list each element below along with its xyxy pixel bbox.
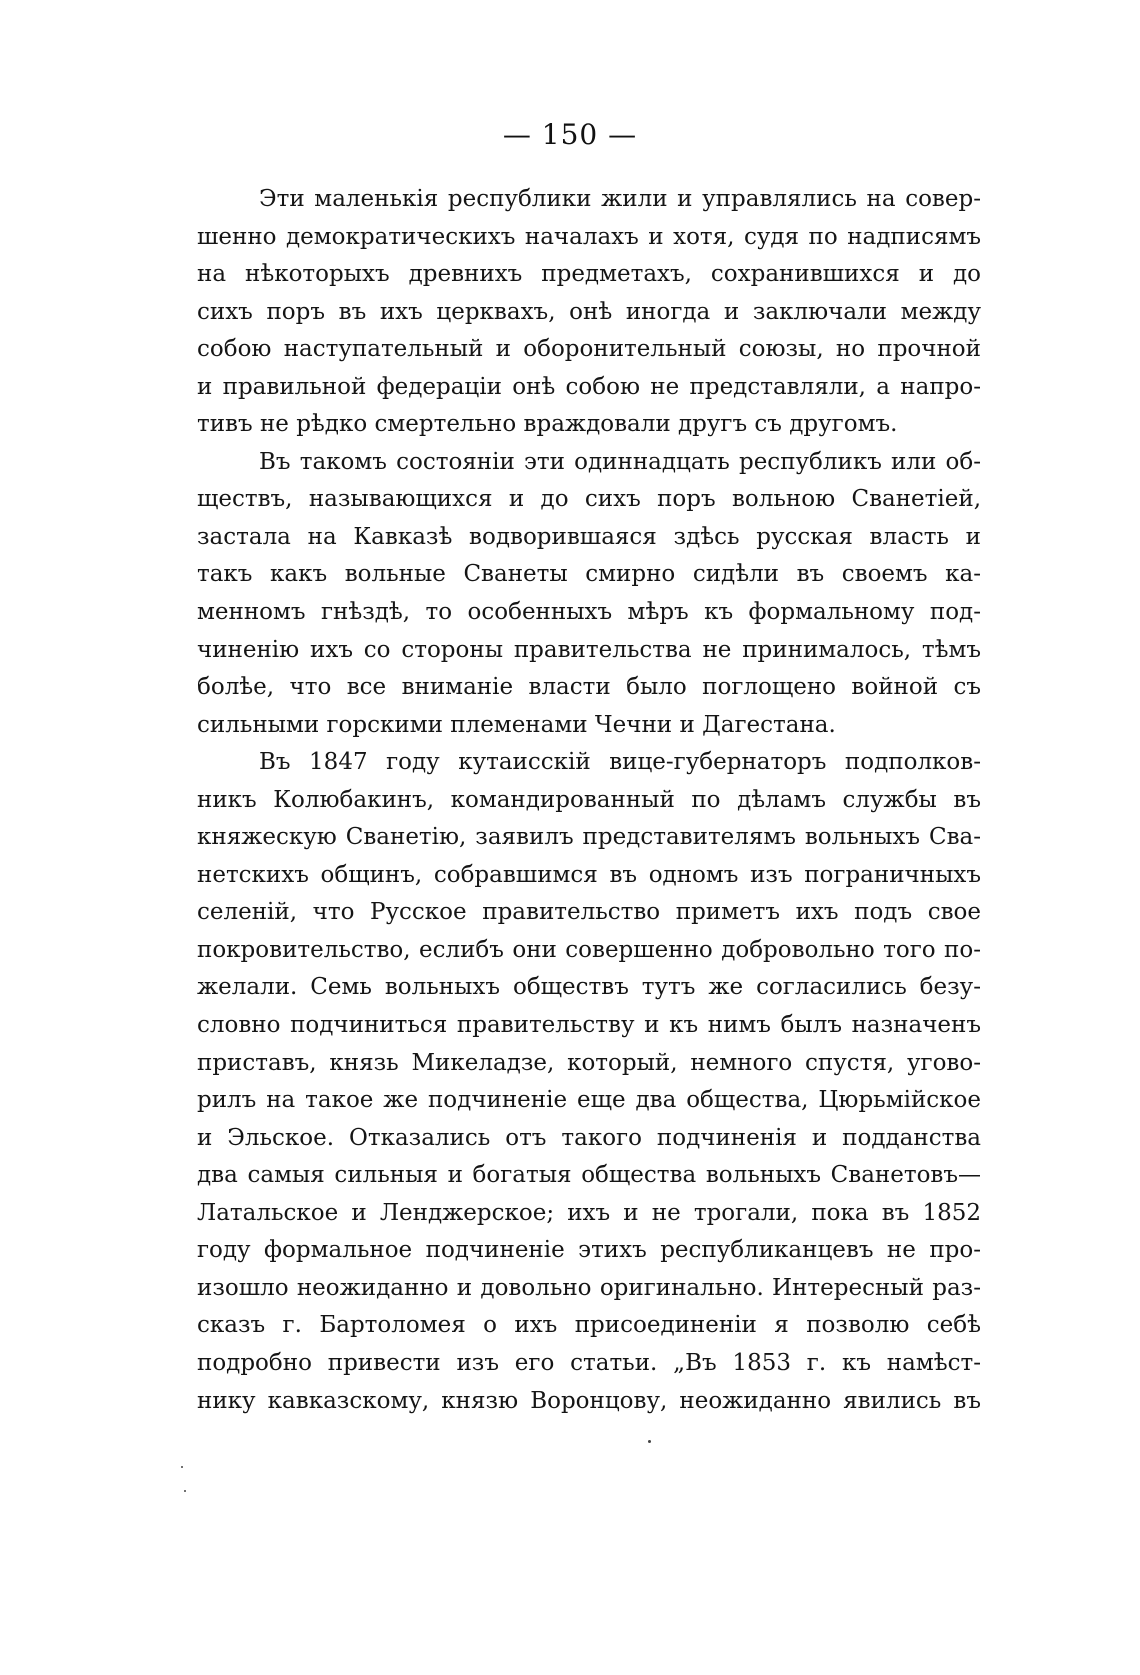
text-line: сказъ г. Бартоломея о ихъ присоединеніи я позволю себѣ [197, 1312, 981, 1339]
text-line: приставъ, князь Микеладзе, который, немного спустя, угово- [197, 1049, 981, 1076]
text-line: желали. Семь вольныхъ обществъ тутъ же согласились безу- [197, 974, 981, 1001]
text-line: словно подчиниться правительству и къ нимъ былъ назначенъ [197, 1012, 981, 1039]
text-line: нику кавказскому, князю Воронцову, неожиданно явились въ [197, 1387, 981, 1414]
scan-speck [648, 1440, 651, 1443]
text-line: тивъ не рѣдко смертельно враждовали другъ съ другомъ. [197, 411, 898, 438]
text-line: сихъ поръ въ ихъ церквахъ, онѣ иногда и заключали между [197, 298, 981, 325]
text-line: году формальное подчиненіе этихъ республиканцевъ не про- [197, 1237, 981, 1264]
text-line: покровительство, еслибъ они совершенно добровольно того по- [197, 936, 981, 963]
text-line: и Эльское. Отказались отъ такого подчиненія и подданства [197, 1124, 981, 1151]
scan-speck [184, 1490, 186, 1492]
text-line: менномъ гнѣздѣ, то особенныхъ мѣръ къ формальному под- [197, 599, 981, 626]
text-line: болѣе, что все вниманіе власти было поглощено войной съ [197, 674, 981, 701]
scan-speck [181, 1466, 183, 1468]
text-line: на нѣкоторыхъ древнихъ предметахъ, сохранившихся и до [197, 261, 981, 288]
text-line: рилъ на такое же подчиненіе еще два общества, Цюрьмійское [197, 1087, 981, 1114]
text-line: княжескую Сванетію, заявилъ представителямъ вольныхъ Сва- [197, 824, 981, 851]
text-line: чиненію ихъ со стороны правительства не принималось, тѣмъ [197, 636, 981, 663]
text-line: два самыя сильныя и богатыя общества вольныхъ Сванетовъ— [197, 1162, 981, 1189]
text-line: изошло неожиданно и довольно оригинально. Интересный раз- [197, 1274, 981, 1301]
text-line: и правильной федераціи онѣ собою не представляли, а напро- [197, 373, 981, 400]
text-line: нетскихъ общинъ, собравшимся въ одномъ изъ пограничныхъ [197, 861, 981, 888]
text-line: сильными горскими племенами Чечни и Дагестана. [197, 711, 836, 738]
body-text [197, 181, 981, 1420]
text-line: Латальское и Ленджерское; ихъ и не трогали, пока въ 1852 [197, 1199, 981, 1226]
text-line: подробно привести изъ его статьи. „Въ 1853 г. къ намѣст- [197, 1349, 981, 1376]
text-line: селеній, что Русское правительство приметъ ихъ подъ свое [197, 899, 981, 926]
page-number: — 150 — [502, 118, 638, 151]
text-line: собою наступательный и оборонительный союзы, но прочной [197, 336, 981, 363]
text-line: Въ 1847 году кутаисскій вице-губернаторъ подполков- [259, 749, 981, 776]
text-line: шенно демократическихъ началахъ и хотя, судя по надписямъ [197, 223, 981, 250]
text-line: Эти маленькія республики жили и управлялись на совер- [259, 186, 981, 212]
text-line: застала на Кавказѣ водворившаяся здѣсь русская власть и [197, 523, 981, 550]
text-line: ществъ, называющихся и до сихъ поръ вольною Сванетіей, [197, 486, 981, 513]
text-line: такъ какъ вольные Сванеты смирно сидѣли въ своемъ ка- [197, 561, 981, 588]
text-line: никъ Колюбакинъ, командированный по дѣламъ службы въ [197, 786, 981, 813]
text-line: Въ такомъ состояніи эти одиннадцать республикъ или об- [259, 448, 981, 475]
